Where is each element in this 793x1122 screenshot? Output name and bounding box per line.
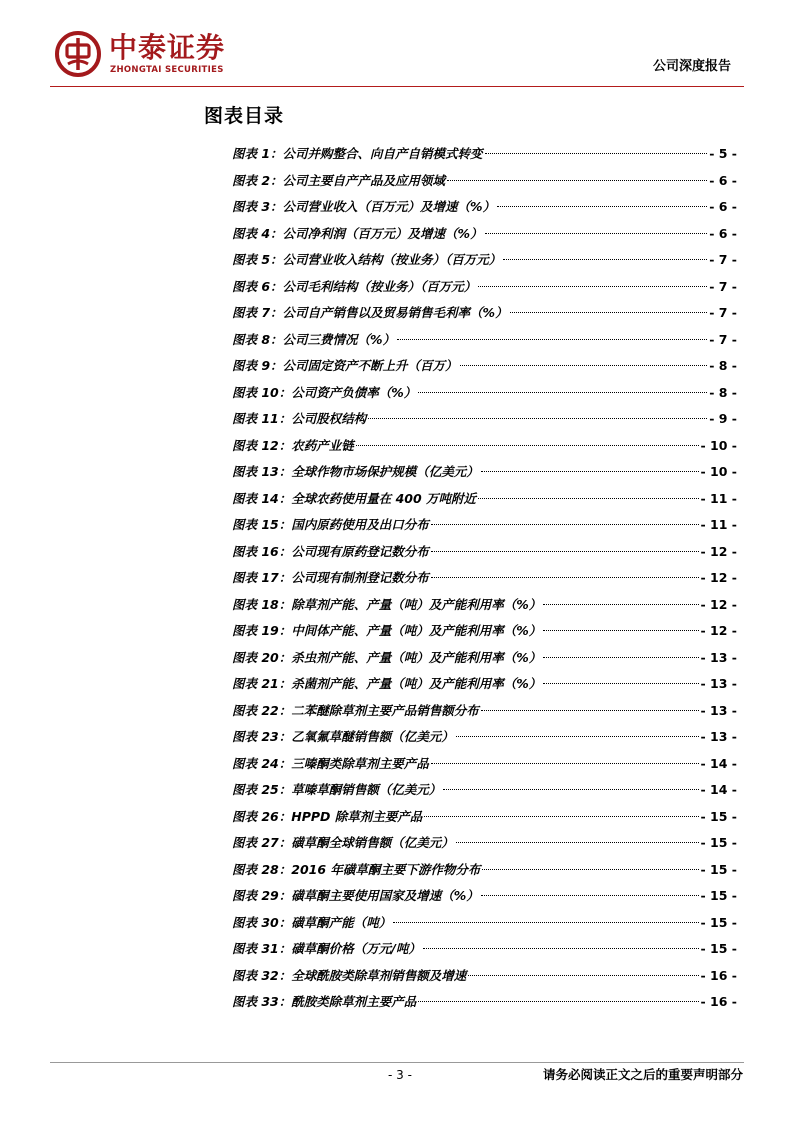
toc-entry-page[interactable]: - 12 - <box>700 596 737 612</box>
toc-dot-leader <box>543 603 698 605</box>
toc-entry[interactable] <box>232 247 737 274</box>
toc-entry-label[interactable]: 图表 24：三嗪酮类除草剂主要产品 <box>232 755 429 771</box>
toc-entry-page[interactable]: - 8 - <box>709 384 737 400</box>
toc-entry[interactable] <box>232 830 737 857</box>
report-type-label: 公司深度报告 <box>652 59 731 74</box>
page-number: - 3 - <box>388 1068 412 1082</box>
toc-entry[interactable] <box>232 645 737 672</box>
toc-entry-page[interactable]: - 15 - <box>700 808 737 824</box>
toc-entry-label[interactable]: 图表 21：杀菌剂产能、产量（吨）及产能利用率（%） <box>232 676 542 691</box>
header-divider <box>50 86 744 87</box>
toc-entry[interactable] <box>232 353 737 380</box>
toc-entry[interactable] <box>232 433 737 460</box>
toc-entry-label[interactable]: 图表 22：二苯醚除草剂主要产品销售额分布 <box>232 702 479 718</box>
toc-entry-page[interactable]: - 7 - <box>709 331 737 347</box>
toc-entry-label[interactable]: 图表 31：磺草酮价格（万元/吨） <box>232 941 421 956</box>
page-header <box>0 0 793 90</box>
toc-entry[interactable] <box>232 883 737 910</box>
toc-entry-page[interactable]: - 15 - <box>700 888 737 903</box>
toc-entry[interactable] <box>232 857 737 884</box>
toc-entry-label[interactable]: 图表 18：除草剂产能、产量（吨）及产能利用率（%） <box>232 596 542 612</box>
toc-entry-page[interactable]: - 13 - <box>700 676 737 691</box>
toc-entry[interactable] <box>232 168 737 195</box>
toc-entry-page[interactable]: - 13 - <box>700 649 737 665</box>
toc-entry-label[interactable]: 图表 29：磺草酮主要使用国家及增速（%） <box>232 888 479 903</box>
toc-entry-page[interactable]: - 11 - <box>700 517 737 532</box>
logo-chinese-name: 中泰证券 <box>109 31 226 64</box>
toc-dot-leader <box>460 364 708 366</box>
toc-dot-leader <box>431 550 699 552</box>
toc-entry-page[interactable]: - 8 - <box>709 358 737 373</box>
toc-dot-leader <box>368 417 707 419</box>
toc-entry-label[interactable]: 图表 10：公司资产负债率（%） <box>232 384 417 400</box>
toc-entry-label[interactable]: 图表 11：公司股权结构 <box>232 411 367 426</box>
toc-entry[interactable] <box>232 380 737 407</box>
toc-dot-leader <box>503 258 707 260</box>
toc-entry-page[interactable]: - 6 - <box>709 199 737 214</box>
toc-entry-page[interactable]: - 12 - <box>700 570 737 585</box>
toc-entry-page[interactable]: - 7 - <box>709 252 737 267</box>
toc-entry-label[interactable]: 图表 19：中间体产能、产量（吨）及产能利用率（%） <box>232 623 542 638</box>
toc-entry-page[interactable]: - 6 - <box>709 225 737 241</box>
toc-entry-page[interactable]: - 7 - <box>709 305 737 320</box>
toc-list <box>232 141 737 1016</box>
toc-entry-label[interactable]: 图表 12：农药产业链 <box>232 437 354 453</box>
toc-entry[interactable] <box>232 963 737 990</box>
toc-entry[interactable] <box>232 724 737 751</box>
logo-english-name: ZHONGTAI SECURITIES <box>110 65 224 75</box>
toc-title: 图表目录 <box>204 105 285 127</box>
toc-entry-label[interactable]: 图表 20：杀虫剂产能、产量（吨）及产能利用率（%） <box>232 649 542 665</box>
footer-divider <box>50 1062 744 1063</box>
toc-entry-page[interactable]: - 15 - <box>700 835 737 850</box>
zhongtai-logo-icon <box>54 30 102 78</box>
toc-entry-label[interactable]: 图表 13：全球作物市场保护规模（亿美元） <box>232 464 479 479</box>
toc-entry-page[interactable]: - 14 - <box>700 755 737 771</box>
toc-entry-label[interactable]: 图表 3：公司营业收入（百万元）及增速（%） <box>232 199 496 214</box>
toc-entry-label[interactable]: 图表 4：公司净利润（百万元）及增速（%） <box>232 225 483 241</box>
toc-entry-label[interactable]: 图表 30：磺草酮产能（吨） <box>232 914 392 930</box>
toc-entry-label[interactable]: 图表 26：HPPD 除草剂主要产品 <box>232 808 423 824</box>
toc-entry[interactable] <box>232 618 737 645</box>
disclaimer-text: 请务必阅读正文之后的重要声明部分 <box>542 1067 743 1082</box>
toc-dot-leader <box>356 444 699 446</box>
toc-dot-leader <box>423 947 699 949</box>
toc-entry-page[interactable]: - 11 - <box>700 490 737 506</box>
toc-entry[interactable] <box>232 698 737 725</box>
toc-entry-label[interactable]: 图表 6：公司毛利结构（按业务）（百万元） <box>232 278 477 294</box>
toc-entry-label[interactable]: 图表 14：全球农药使用量在 400 万吨附近 <box>232 490 477 506</box>
toc-dot-leader <box>482 868 698 870</box>
toc-entry[interactable] <box>232 936 737 963</box>
toc-entry[interactable] <box>232 327 737 354</box>
toc-entry-label[interactable]: 图表 16：公司现有原药登记数分布 <box>232 543 429 559</box>
toc-dot-leader <box>497 205 707 207</box>
toc-dot-leader <box>481 709 699 711</box>
toc-entry[interactable] <box>232 459 737 486</box>
toc-dot-leader <box>481 894 699 896</box>
toc-entry-label[interactable]: 图表 23：乙氧氟草醚销售额（亿美元） <box>232 729 454 744</box>
toc-dot-leader <box>481 470 699 472</box>
toc-dot-leader <box>424 815 698 817</box>
toc-entry[interactable] <box>232 221 737 248</box>
toc-entry[interactable] <box>232 539 737 566</box>
toc-dot-leader <box>431 523 699 525</box>
toc-entry[interactable] <box>232 671 737 698</box>
toc-dot-leader <box>456 735 699 737</box>
toc-entry[interactable] <box>232 989 737 1016</box>
toc-entry-label[interactable]: 图表 28：2016 年磺草酮主要下游作物分布 <box>232 861 481 877</box>
toc-entry-label[interactable]: 图表 7：公司自产销售以及贸易销售毛利率（%） <box>232 305 508 320</box>
toc-entry[interactable] <box>232 804 737 831</box>
toc-entry-label[interactable]: 图表 17：公司现有制剂登记数分布 <box>232 570 429 585</box>
toc-entry[interactable] <box>232 486 737 513</box>
toc-dot-leader <box>543 656 698 658</box>
toc-dot-leader <box>543 682 698 684</box>
toc-dot-leader <box>443 788 698 790</box>
company-logo <box>54 30 254 80</box>
toc-entry-label[interactable]: 图表 1：公司并购整合、向自产自销模式转变 <box>232 146 483 161</box>
toc-entry-label[interactable]: 图表 2：公司主要自产产品及应用领域 <box>232 172 446 188</box>
toc-entry-page[interactable]: - 13 - <box>700 729 737 744</box>
toc-dot-leader <box>447 179 707 181</box>
toc-dot-leader <box>456 841 699 843</box>
toc-entry[interactable] <box>232 910 737 937</box>
toc-entry-page[interactable]: - 15 - <box>700 861 737 877</box>
toc-dot-leader <box>478 285 707 287</box>
toc-dot-leader <box>393 921 698 923</box>
toc-entry[interactable] <box>232 565 737 592</box>
toc-entry[interactable] <box>232 406 737 433</box>
toc-entry-page[interactable]: - 16 - <box>700 967 737 983</box>
toc-dot-leader <box>485 232 708 234</box>
toc-entry-label[interactable]: 图表 8：公司三费情况（%） <box>232 331 396 347</box>
toc-entry-page[interactable]: - 10 - <box>700 437 737 453</box>
toc-dot-leader <box>468 974 698 976</box>
toc-entry-label[interactable]: 图表 25：草嗪草酮销售额（亿美元） <box>232 782 442 797</box>
toc-entry-page[interactable]: - 16 - <box>700 994 737 1009</box>
toc-dot-leader <box>418 391 707 393</box>
toc-dot-leader <box>478 497 698 499</box>
toc-entry[interactable] <box>232 512 737 539</box>
toc-dot-leader <box>397 338 707 340</box>
toc-entry-label[interactable]: 图表 5：公司营业收入结构（按业务）（百万元） <box>232 252 502 267</box>
toc-entry-label[interactable]: 图表 33：酰胺类除草剂主要产品 <box>232 994 417 1009</box>
toc-entry-page[interactable]: - 12 - <box>700 543 737 559</box>
toc-entry[interactable] <box>232 141 737 168</box>
toc-entry-page[interactable]: - 10 - <box>700 464 737 479</box>
toc-entry[interactable] <box>232 274 737 301</box>
toc-entry-page[interactable]: - 15 - <box>700 941 737 956</box>
toc-entry[interactable] <box>232 777 737 804</box>
toc-entry-label[interactable]: 图表 9：公司固定资产不断上升（百万） <box>232 358 458 373</box>
toc-entry-page[interactable]: - 9 - <box>709 411 737 426</box>
toc-entry-page[interactable]: - 14 - <box>700 782 737 797</box>
toc-dot-leader <box>510 311 708 313</box>
toc-dot-leader <box>543 629 698 631</box>
toc-entry-label[interactable]: 图表 32：全球酰胺类除草剂销售额及增速 <box>232 967 467 983</box>
toc-entry-page[interactable]: - 7 - <box>709 278 737 294</box>
toc-entry[interactable] <box>232 751 737 778</box>
toc-entry-page[interactable]: - 13 - <box>700 702 737 718</box>
toc-entry-page[interactable]: - 5 - <box>709 146 737 161</box>
toc-dot-leader <box>431 576 699 578</box>
toc-entry-label[interactable]: 图表 15：国内原药使用及出口分布 <box>232 517 429 532</box>
toc-dot-leader <box>418 1000 698 1002</box>
toc-entry-page[interactable]: - 12 - <box>700 623 737 638</box>
toc-entry[interactable] <box>232 300 737 327</box>
toc-entry[interactable] <box>232 194 737 221</box>
toc-entry-label[interactable]: 图表 27：磺草酮全球销售额（亿美元） <box>232 835 454 850</box>
toc-entry-page[interactable]: - 6 - <box>709 172 737 188</box>
toc-entry[interactable] <box>232 592 737 619</box>
toc-dot-leader <box>431 762 699 764</box>
toc-dot-leader <box>485 152 708 154</box>
toc-entry-page[interactable]: - 15 - <box>700 914 737 930</box>
